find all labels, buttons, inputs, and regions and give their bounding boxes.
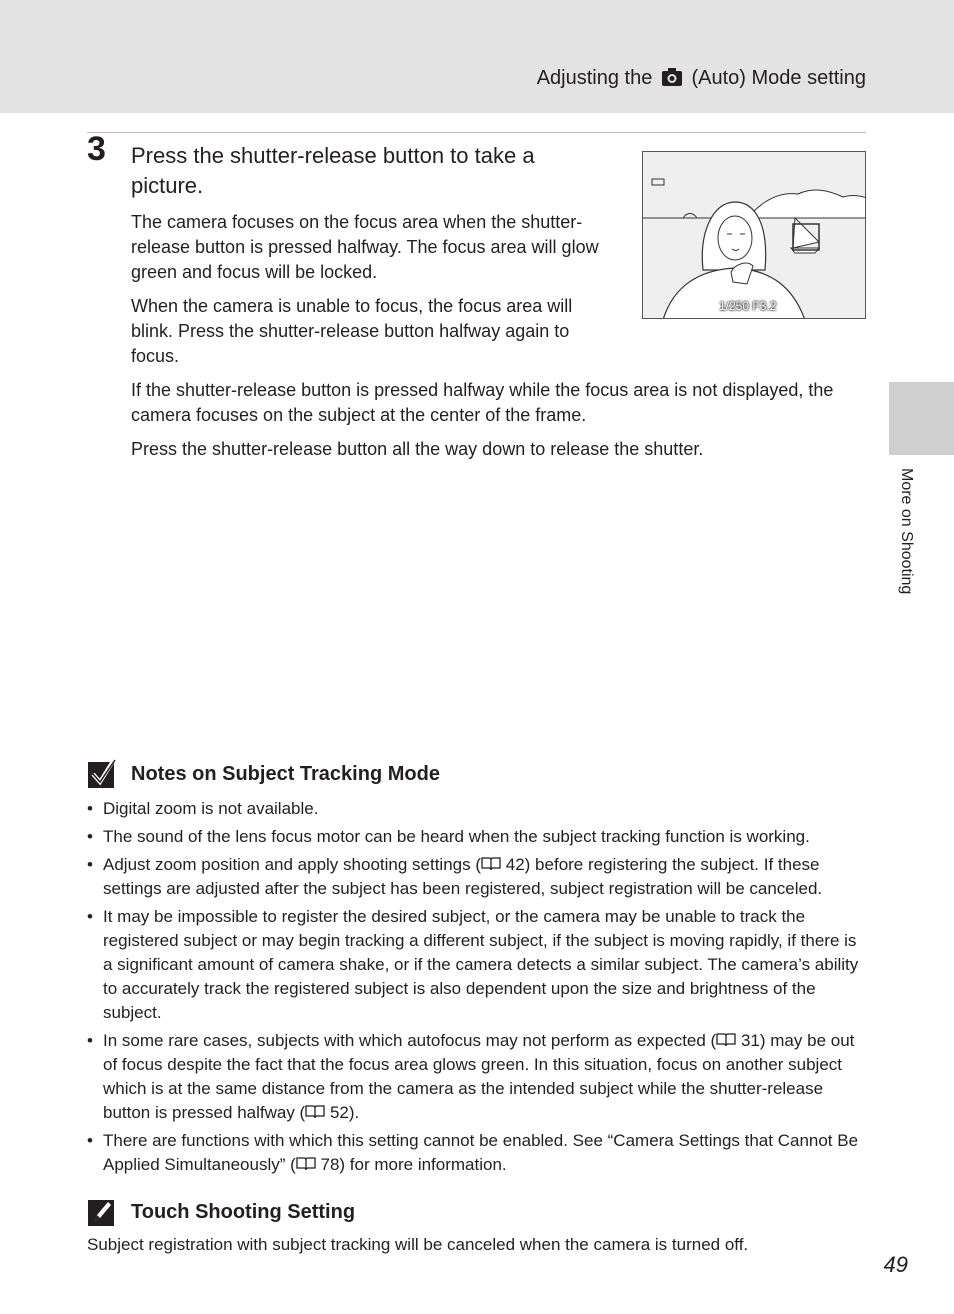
chapter-tab-label: More on Shooting bbox=[898, 468, 915, 595]
list-item bbox=[87, 1029, 867, 1125]
note-text: The sound of the lens focus motor can be heard when the subject tracking function is working. bbox=[103, 827, 810, 846]
step-title: Press the shutter-release button to take a picture. bbox=[131, 143, 535, 198]
camera-screen-scene bbox=[643, 152, 866, 319]
book-reference-icon bbox=[481, 857, 501, 871]
step-paragraph: If the shutter-release button is pressed halfway while the focus area is not displayed, the camera focuses on the subject at the center of the frame. bbox=[131, 380, 834, 425]
list-item bbox=[87, 905, 867, 1025]
aperture-value: F3.2 bbox=[752, 299, 777, 313]
chapter-tab bbox=[889, 382, 954, 455]
page-header-title bbox=[537, 67, 866, 90]
list-item bbox=[87, 797, 867, 821]
page-reference[interactable]: 42 bbox=[505, 855, 525, 874]
header-title-suffix: (Auto) Mode setting bbox=[691, 67, 866, 89]
exposure-readout bbox=[719, 299, 776, 313]
section-divider bbox=[87, 132, 866, 133]
step-paragraph: The camera focuses on the focus area when the shutter-release button is pressed halfway. The focus area will glow green and focus will be locked. bbox=[131, 212, 599, 282]
header-title-prefix: Adjusting the bbox=[536, 67, 653, 89]
header-band bbox=[0, 0, 954, 113]
page-reference[interactable]: 52 bbox=[329, 1103, 349, 1122]
note-text: ) before registering the subject. If these settings are adjusted after the subject has been registered, subject registration will be canceled. bbox=[103, 855, 823, 898]
book-reference-icon bbox=[305, 1105, 325, 1119]
list-item bbox=[87, 853, 867, 901]
note-text: ) for more information. bbox=[339, 1155, 507, 1174]
note-text: ). bbox=[348, 1103, 360, 1122]
tip-text: Subject registration with subject tracking will be canceled when the camera is turned off. bbox=[87, 1235, 749, 1254]
notes-list bbox=[87, 797, 867, 1181]
list-item bbox=[87, 1129, 867, 1177]
notes-heading-row bbox=[87, 757, 440, 791]
note-text: ) may be out of focus despite the fact that the focus area glows green. In this situation, focus on another subject which is at the same distance from the camera as the intended subject while the shutter-release button is pressed halfway ( bbox=[103, 1031, 855, 1122]
notes-heading: Notes on Subject Tracking Mode bbox=[131, 762, 440, 785]
camera-screen-illustration bbox=[642, 151, 866, 319]
page-number: 49 bbox=[883, 1252, 908, 1277]
note-text: There are functions with which this setting cannot be enabled. See “Camera Settings that Cannot Be Applied Simultaneously” ( bbox=[103, 1131, 859, 1174]
tip-heading-row bbox=[87, 1195, 355, 1229]
step-number: 3 bbox=[87, 130, 106, 168]
tip-heading: Touch Shooting Setting bbox=[131, 1200, 356, 1223]
note-text: Digital zoom is not available. bbox=[103, 799, 319, 818]
checkmark-note-icon bbox=[87, 759, 117, 789]
note-text: Adjust zoom position and apply shooting settings ( bbox=[103, 855, 482, 874]
pencil-tip-icon bbox=[87, 1197, 117, 1227]
note-text: In some rare cases, subjects with which autofocus may not perform as expected ( bbox=[103, 1031, 717, 1050]
step-paragraph: Press the shutter-release button all the way down to release the shutter. bbox=[131, 439, 704, 459]
step-paragraph: When the camera is unable to focus, the focus area will blink. Press the shutter-release button halfway again to focus. bbox=[131, 296, 573, 366]
shutter-speed: 1/250 bbox=[719, 299, 750, 313]
book-reference-icon bbox=[716, 1033, 736, 1047]
note-text: It may be impossible to register the desired subject, or the camera may be unable to track the registered subject or may begin tracking a different subject, if the subject is moving rapidly, if there is a significant amount of camera shake, or if the camera detects a similar subject. The camera’s ability to accurately track the registered subject is also dependent upon the size and brightness of the subject. bbox=[103, 907, 859, 1022]
book-reference-icon bbox=[296, 1157, 316, 1171]
list-item bbox=[87, 825, 867, 849]
page-reference[interactable]: 31 bbox=[740, 1031, 760, 1050]
page-reference[interactable]: 78 bbox=[320, 1155, 340, 1174]
camera-icon bbox=[661, 67, 683, 87]
